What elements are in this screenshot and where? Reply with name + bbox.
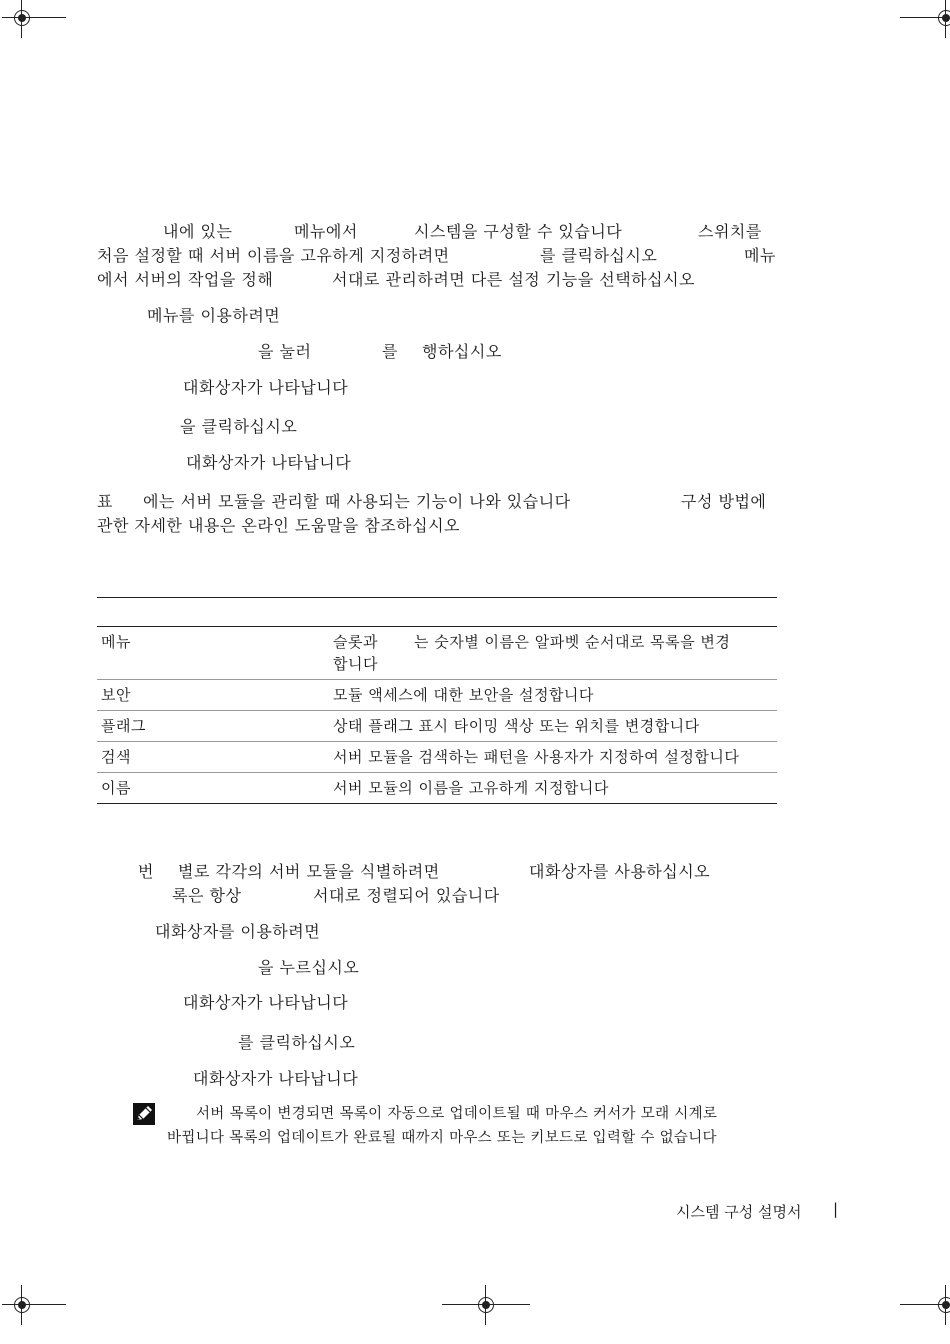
intro-text: 서대로 관리하려면 다른 설정 기능을 선택하십시오 bbox=[332, 270, 696, 289]
step-text: 을 눌러 bbox=[258, 342, 312, 361]
intro-text: 메뉴에서 bbox=[294, 222, 358, 241]
intro-text: 관한 자세한 내용은 온라인 도움말을 참조하십시오 bbox=[97, 516, 461, 535]
step-text: 대화상자가 나타납니다 bbox=[183, 378, 349, 397]
table-cell-description: 상태 플래그 표시 타이밍 색상 또는 위치를 변경합니다 bbox=[329, 711, 777, 742]
registration-mark-bottom-right bbox=[926, 1285, 950, 1325]
table-cell-description: 서버 모듈의 이름을 고유하게 지정합니다 bbox=[329, 773, 777, 804]
table-cell-menu: 이름 bbox=[97, 773, 329, 804]
crop-line-top-right bbox=[900, 17, 926, 18]
body-text: 록은 항상 bbox=[172, 886, 242, 905]
table-row bbox=[97, 773, 777, 804]
footer-title: 시스템 구성 설명서 bbox=[676, 1203, 802, 1221]
intro-text: 를 클릭하십시오 bbox=[540, 246, 658, 265]
description-part: 합니다 bbox=[333, 655, 378, 673]
note-text: 서버 목록이 변경되면 목록이 자동으로 업데이트될 때 마우스 커서가 모래 시계로 bbox=[196, 1106, 718, 1122]
intro-text: 스위치를 bbox=[698, 222, 762, 241]
pencil-note-icon bbox=[133, 1103, 155, 1125]
table-cell-description bbox=[329, 627, 777, 680]
table-cell-menu: 플래그 bbox=[97, 711, 329, 742]
table-cell-description: 서버 모듈을 검색하는 패턴을 사용자가 지정하여 설정합니다 bbox=[329, 742, 777, 773]
procedure-heading: 대화상자를 이용하려면 bbox=[155, 922, 321, 941]
description-part: 는 숫자별 이름은 알파벳 순서대로 목록을 변경 bbox=[413, 633, 731, 651]
step-text: 대화상자가 나타납니다 bbox=[193, 1069, 359, 1088]
step-text: 을 클릭하십시오 bbox=[180, 417, 298, 436]
table-cell-menu: 검색 bbox=[97, 742, 329, 773]
table-cell-menu: 메뉴 bbox=[97, 627, 329, 680]
note-text: 바뀝니다 목록의 업데이트가 완료될 때까지 마우스 또는 키보드로 입력할 수 없습니다 bbox=[167, 1130, 717, 1146]
step-text: 를 bbox=[382, 342, 398, 361]
intro-text: 메뉴 bbox=[744, 246, 776, 265]
body-text: 대화상자를 사용하십시오 bbox=[529, 862, 711, 881]
table-cell-menu: 보안 bbox=[97, 680, 329, 711]
menu-features-table bbox=[97, 627, 777, 804]
table-row bbox=[97, 680, 777, 711]
description-part: 슬롯과 bbox=[333, 633, 378, 651]
registration-mark-top-left bbox=[2, 0, 42, 38]
intro-text: 처음 설정할 때 서버 이름을 고유하게 지정하려면 bbox=[97, 246, 450, 265]
intro-text: 구성 방법에 bbox=[681, 492, 767, 511]
crop-line-bottom-center-left bbox=[442, 1304, 466, 1305]
step-text: 대화상자가 나타납니다 bbox=[186, 453, 352, 472]
intro-text: 시스템을 구성할 수 있습니다 bbox=[414, 222, 623, 241]
procedure-heading: 메뉴를 이용하려면 bbox=[147, 306, 281, 325]
body-text: 서대로 정렬되어 있습니다 bbox=[313, 886, 500, 905]
crop-line-bottom-left bbox=[42, 1304, 66, 1305]
intro-text: 내에 있는 bbox=[163, 222, 233, 241]
table-reference: 표 bbox=[97, 492, 113, 511]
registration-mark-bottom-left bbox=[2, 1285, 42, 1325]
table-row bbox=[97, 742, 777, 773]
registration-mark-bottom-center bbox=[466, 1285, 506, 1325]
footer-separator: | bbox=[833, 1200, 839, 1218]
body-text: 번 bbox=[138, 862, 154, 881]
intro-text: 에는 서버 모듈을 관리할 때 사용되는 기능이 나와 있습니다 bbox=[143, 492, 571, 511]
body-text: 별로 각각의 서버 모듈을 식별하려면 bbox=[178, 862, 440, 881]
registration-mark-top-right bbox=[926, 0, 950, 38]
intro-text: 에서 서버의 작업을 정해 bbox=[97, 270, 274, 289]
crop-line-bottom-center-right bbox=[506, 1304, 530, 1305]
table-row bbox=[97, 627, 777, 680]
step-text: 을 누르십시오 bbox=[258, 958, 360, 977]
table-top-rule bbox=[97, 597, 777, 598]
step-text: 를 클릭하십시오 bbox=[238, 1033, 356, 1052]
crop-line-top-left bbox=[42, 17, 66, 18]
table-row bbox=[97, 711, 777, 742]
step-text: 행하십시오 bbox=[422, 342, 502, 361]
table-cell-description: 모듈 액세스에 대한 보안을 설정합니다 bbox=[329, 680, 777, 711]
step-text: 대화상자가 나타납니다 bbox=[183, 993, 349, 1012]
crop-line-bottom-right bbox=[900, 1304, 926, 1305]
